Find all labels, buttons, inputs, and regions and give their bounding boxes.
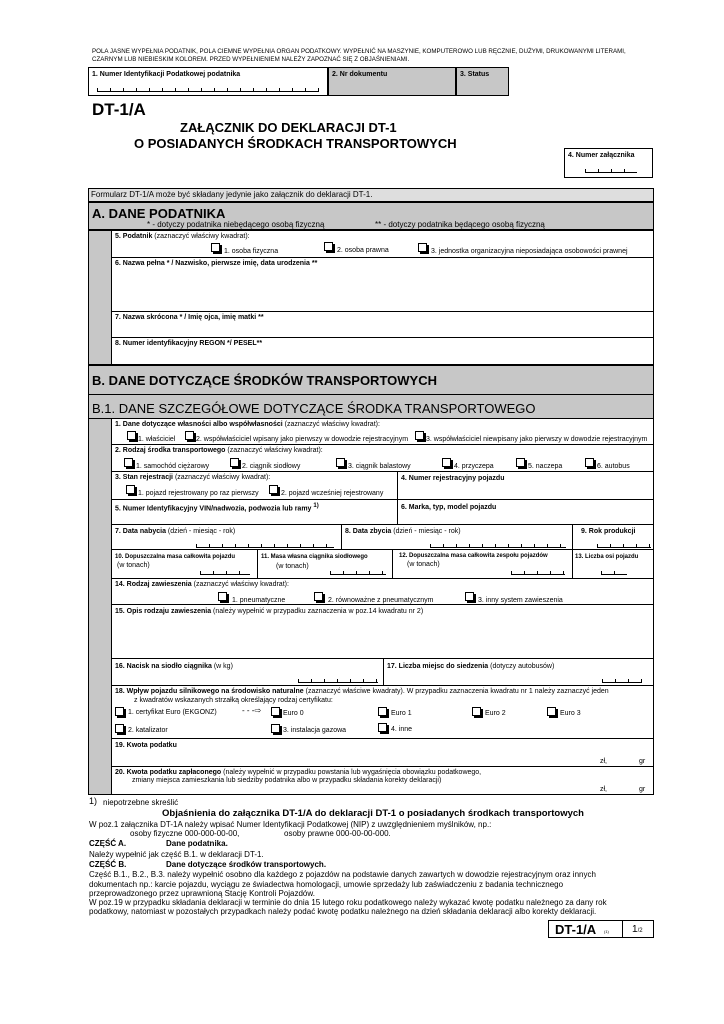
b-f7-title: 7. Data nabycia <box>115 528 166 535</box>
footer-form-code-sup: (1) <box>604 929 609 934</box>
opt-gas-installation: 3. instalacja gazowa <box>283 727 347 734</box>
axle-count-ticks <box>601 571 627 575</box>
checkbox-euro-certificate[interactable] <box>115 707 124 716</box>
b-f19-gr: gr <box>639 758 646 765</box>
b-f10-label: 10. Dopuszczalna masa całkowita pojazdu <box>115 554 236 560</box>
b-f3-hint: (zaznaczyć właściwy kwadrat): <box>174 474 271 481</box>
opt-first-registration: 1. pojazd rejestrowany po raz pierwszy <box>138 490 259 497</box>
b-f16-title: 16. Nacisk na siodło ciągnika <box>115 663 212 670</box>
b-f1-hint: (zaznaczyć właściwy kwadrat): <box>284 421 380 428</box>
checkbox-previously-registered[interactable] <box>269 485 278 494</box>
form-title-1: ZAŁĄCZNIK DO DEKLARACJI DT-1 <box>180 120 397 135</box>
checkbox-euro-2[interactable] <box>472 707 481 716</box>
attachment-number-label: 4. Numer załącznika <box>568 152 635 159</box>
b-f11-unit: (w tonach) <box>276 563 309 570</box>
saddle-load-field[interactable] <box>111 658 384 686</box>
f5-hint: (zaznaczyć właściwy kwadrat): <box>154 233 250 240</box>
f6-label: 6. Nazwa pełna * / Nazwisko, pierwsze imię, data urodzenia ** <box>115 260 318 267</box>
b-f20-hint: (należy wypełnić w przypadku powstania lub wygaśnięcia obowiązku podatkowego, <box>223 769 482 776</box>
b-f20-title: 20. Kwota podatku zapłaconego <box>115 769 222 776</box>
b-f20-hint-2: zmiany miejsca zamieszkania lub siedziby podatnika albo w przypadku składania korekty deklaracji) <box>132 777 442 784</box>
part-b-title: Dane dotyczące środków transportowych. <box>166 860 327 869</box>
opt-co-owner-other: 3. współwłaściciel niewpisany jako pierwszy w dowodzie rejestracyjnym <box>426 436 648 443</box>
footnote-text: niepotrzebne skreślić <box>103 798 179 807</box>
instructions-line-2: CZARNYM LUB NIEBIESKIM KOLOREM. PRZED WYPEŁNIENIEM NALEŻY ZAPOZNAĆ SIĘ Z OBJAŚNIENIAMI. <box>92 56 410 63</box>
checkbox-legal-person[interactable] <box>324 242 333 251</box>
opt-truck: 1. samochód ciężarowy <box>136 463 210 470</box>
footnote-number: 1) <box>89 796 98 806</box>
explanations-p1: W poz.1 załącznika DT-1A należy wpisać Numer Identyfikacji Podatkowej (NIP) z uwzględnieniem myślników, np.: <box>89 820 492 829</box>
b-f10-unit: (w tonach) <box>117 562 150 569</box>
opt-owner: 1. właściciel <box>138 436 176 443</box>
gross-weight-ticks <box>200 571 250 575</box>
acquisition-date-field[interactable] <box>111 524 342 550</box>
paid-tax-field[interactable] <box>111 766 654 795</box>
status-field <box>456 67 509 96</box>
tractor-weight-ticks <box>330 571 386 575</box>
checkbox-tractor[interactable] <box>230 458 239 467</box>
attachment-number-ticks <box>585 169 637 173</box>
short-name-field[interactable] <box>111 311 654 338</box>
opt-euro-0: Euro 0 <box>283 710 304 717</box>
checkbox-owner[interactable] <box>127 431 136 440</box>
opt-euro-certificate: 1. certyfikat Euro (EKGONZ) <box>128 709 217 716</box>
taxpayer-type-field <box>111 230 654 258</box>
f5-title: 5. Podatnik <box>115 233 153 240</box>
explanations-p1b: osoby prawne 000-00-00-000. <box>284 829 391 838</box>
b-f19-label: 19. Kwota podatku <box>115 742 177 749</box>
suspension-type-field <box>111 578 654 605</box>
explanations-p3b: dokumentach np.: karcie pojazdu, wyciągu ze świadectwa homologacji, umowie sprzedaży lub zaświadczeniu z badania technicznego <box>89 880 564 889</box>
opt-euro-1: Euro 1 <box>391 710 412 717</box>
tractor-weight-field[interactable] <box>257 549 393 579</box>
vehicle-type-field <box>111 444 654 472</box>
combination-weight-field[interactable] <box>392 549 573 579</box>
section-a-header <box>88 202 654 230</box>
explanations-p4b: podatkowy, natomiast w pozostałych przypadkach należy podać kwotę podatku należnego na dzień składania deklaracji albo korekty deklaracji. <box>89 907 597 916</box>
b-f18-title: 18. Wpływ pojazdu silnikowego na środowisko naturalne <box>115 688 304 695</box>
opt-co-owner-first: 2. współwłaściciel wpisany jako pierwszy w dowodzie rejestracyjnym <box>196 436 409 443</box>
b-f12-label: 12. Dopuszczalna masa całkowita zespołu pojazdów <box>399 553 548 559</box>
arrow-icon: - - -⇨ <box>242 706 262 715</box>
explanations-p4a: W poz.19 w przypadku składania deklaracji w terminie do dnia 15 lutego roku podatkowego należy wykazać kwotę podatku należnego za dany rok <box>89 898 607 907</box>
checkbox-bus[interactable] <box>585 458 594 467</box>
form-title-2: O POSIADANYCH ŚRODKACH TRANSPORTOWYCH <box>134 136 457 151</box>
b-f18-hint-2: z kwadratów wskazanych strzałką określający rodzaj certyfikatu: <box>134 697 333 704</box>
opt-bus: 6. autobus <box>597 463 630 470</box>
section-b-header <box>88 365 654 395</box>
b-f15-hint: (należy wypełnić w przypadku zaznaczenia w poz.14 kwadratu nr 2) <box>213 608 424 615</box>
b-f7-hint: (dzień - miesiąc - rok) <box>167 528 236 535</box>
attachment-number-field[interactable] <box>564 148 653 178</box>
vin-field[interactable] <box>111 499 398 525</box>
checkbox-natural-person[interactable] <box>211 243 220 252</box>
b-f12-unit: (w tonach) <box>407 561 440 568</box>
opt-semitrailer: 5. naczepa <box>528 463 563 470</box>
opt-other-suspension: 3. inny system zawieszenia <box>478 597 563 604</box>
status-label: 3. Status <box>460 71 490 78</box>
opt-previously-registered: 2. pojazd wcześniej rejestrowany <box>281 490 384 497</box>
b-f9-label: 9. Rok produkcji <box>581 528 636 535</box>
seat-count-ticks <box>602 679 642 683</box>
document-number-field <box>328 67 456 96</box>
axle-count-field[interactable] <box>572 549 654 579</box>
checkbox-other[interactable] <box>378 723 387 732</box>
opt-catalyst: 2. katalizator <box>128 727 168 734</box>
make-model-field[interactable] <box>397 499 654 525</box>
checkbox-euro-1[interactable] <box>378 707 387 716</box>
footer-page-number: 1 <box>632 924 638 935</box>
b-f5-label: 5. Numer Identyfikacyjny VIN/nadwozia, podwozia lub ramy <box>115 505 312 513</box>
checkbox-first-registration[interactable] <box>126 485 135 494</box>
sale-date-field[interactable] <box>341 524 573 550</box>
b-f17-hint: (dotyczy autobusów) <box>490 663 555 670</box>
checkbox-ballast-tractor[interactable] <box>336 458 345 467</box>
regon-pesel-field[interactable] <box>111 337 654 365</box>
b-f2-hint: (zaznaczyć właściwy kwadrat): <box>227 447 323 454</box>
b-f3-title: 3. Stan rejestracji <box>115 474 173 481</box>
checkbox-catalyst[interactable] <box>115 724 124 733</box>
section-a-sub-2: ** - dotyczy podatnika będącego osobą fizyczną <box>375 220 545 229</box>
opt-natural-person: 1. osoba fizyczna <box>224 248 279 255</box>
checkbox-pneumatic[interactable] <box>218 592 227 601</box>
footer-divider <box>622 921 623 937</box>
b-f5-sup: 1) <box>313 503 319 509</box>
combination-weight-ticks <box>511 571 565 575</box>
checkbox-other-suspension[interactable] <box>465 592 474 601</box>
b-f8-hint: (dzień - miesiąc - rok) <box>393 528 461 535</box>
explanations-p3a: Część B.1., B.2., B.3. należy wypełnić osobno dla każdego z pojazdów na podstawie danych zawartych w dowodzie rejestracyjnym oraz innych <box>89 870 596 879</box>
checkbox-unit[interactable] <box>418 243 427 252</box>
section-a-title: A. DANE PODATNIKA <box>92 206 226 221</box>
acquisition-date-ticks <box>196 544 334 548</box>
checkbox-trailer[interactable] <box>442 458 451 467</box>
registration-status-field <box>111 471 398 500</box>
checkbox-co-owner-first[interactable] <box>185 431 194 440</box>
b-f8-title: 8. Data zbycia <box>345 528 392 535</box>
opt-euro-3: Euro 3 <box>560 710 581 717</box>
explanations-title: Objaśnienia do załącznika DT-1/A do deklaracji DT-1 o posiadanych środkach transportowych <box>162 808 584 819</box>
explanations-p1a: osoby fizyczne 000-000-00-00, <box>130 829 240 838</box>
part-a-label: CZĘŚĆ A. <box>89 839 127 848</box>
checkbox-semitrailer[interactable] <box>516 458 525 467</box>
f7-label: 7. Nazwa skrócona * / Imię ojca, imię matki ** <box>115 314 264 321</box>
footer-page <box>632 925 643 935</box>
checkbox-euro-0[interactable] <box>271 707 280 716</box>
b-f13-label: 13. Liczba osi pojazdu <box>575 554 639 560</box>
part-a-title: Dane podatnika. <box>166 839 228 848</box>
explanations-p2: Należy wypełnić jak część B.1. w deklaracji DT-1. <box>89 850 264 859</box>
checkbox-euro-3[interactable] <box>547 707 556 716</box>
nip-label: 1. Numer Identyfikacji Podatkowej podatnika <box>92 71 241 78</box>
checkbox-co-owner-other[interactable] <box>415 431 424 440</box>
form-code: DT-1/A <box>92 100 146 119</box>
b-f15-title: 15. Opis rodzaju zawieszenia <box>115 608 212 615</box>
section-b1-title: B.1. DANE SZCZEGÓŁOWE DOTYCZĄCE ŚRODKA TRANSPORTOWEGO <box>92 401 536 416</box>
explanations-p3c: przeprowadzonego przez uprawnioną Stację Kontroli Pojazdów. <box>89 889 315 898</box>
opt-tractor: 2. ciągnik siodłowy <box>242 463 301 470</box>
gross-weight-field[interactable] <box>111 549 258 579</box>
opt-legal-person: 2. osoba prawna <box>337 247 389 254</box>
document-number-label: 2. Nr dokumentu <box>332 71 388 78</box>
b-f20-gr: gr <box>639 786 646 793</box>
b-f1-title: 1. Dane dotyczące własności albo współwłasności <box>115 421 283 428</box>
b-f19-zl: zł, <box>600 758 607 765</box>
b-f18-hint: (zaznaczyć właściwe kwadraty). W przypadku zaznaczenia kwadratu nr 1 należy zaznaczyć jeden <box>305 688 609 695</box>
tax-amount-field[interactable] <box>111 738 654 767</box>
opt-unit: 3. jednostka organizacyjna nieposiadająca osobowości prawnej <box>431 248 628 255</box>
part-b-label: CZĘŚĆ B. <box>89 860 127 869</box>
saddle-load-ticks <box>298 679 378 683</box>
nip-field[interactable] <box>88 67 328 96</box>
registration-number-field[interactable] <box>397 471 654 500</box>
section-b-title: B. DANE DOTYCZĄCE ŚRODKÓW TRANSPORTOWYCH <box>92 373 437 388</box>
footer-form-code: DT-1/A <box>555 922 597 937</box>
note-text: Formularz DT-1/A może być składany jedynie jako załącznik do deklaracji DT-1. <box>91 190 373 199</box>
environment-impact-field <box>111 685 654 739</box>
footer-box <box>548 920 654 938</box>
instructions-line-1: POLA JASNE WYPEŁNIA PODATNIK, POLA CIEMNE WYPEŁNIA ORGAN PODATKOWY. WYPEŁNIĆ NA MASZYNIE, KOMPUTEROWO LUB RĘCZNIE, DUŻYMI, DRUKOWANYMI LITERAMI, <box>92 48 626 55</box>
checkbox-gas-installation[interactable] <box>271 724 280 733</box>
nip-ticks <box>97 88 319 92</box>
production-year-ticks <box>597 544 651 548</box>
b-f17-title: 17. Liczba miejsc do siedzenia <box>387 663 489 670</box>
opt-euro-2: Euro 2 <box>485 710 506 717</box>
section-b1-header <box>88 394 654 419</box>
full-name-field[interactable] <box>111 257 654 312</box>
opt-equivalent: 2. równoważne z pneumatycznym <box>328 597 434 604</box>
b-f16-hint: (w kg) <box>213 663 233 670</box>
suspension-description-field[interactable] <box>111 604 654 659</box>
opt-pneumatic: 1. pneumatyczne <box>232 597 286 604</box>
b-f14-hint: (zaznaczyć właściwy kwadrat): <box>193 581 289 588</box>
b-f4-label: 4. Numer rejestracyjny pojazdu <box>401 475 505 482</box>
checkbox-equivalent[interactable] <box>314 592 323 601</box>
b-f11-label: 11. Masa własna ciągnika siodłowego <box>261 554 368 560</box>
f5-label <box>115 233 250 240</box>
checkbox-truck[interactable] <box>124 458 133 467</box>
f8-label: 8. Numer identyfikacyjny REGON */ PESEL** <box>115 340 263 347</box>
b-f14-title: 14. Rodzaj zawieszenia <box>115 581 192 588</box>
b-f20-zl: zł, <box>600 786 607 793</box>
b-f6-label: 6. Marka, typ, model pojazdu <box>401 504 497 511</box>
note-bar <box>88 188 654 202</box>
b-f2-title: 2. Rodzaj środka transportowego <box>115 447 226 454</box>
sale-date-ticks <box>430 544 566 548</box>
seat-count-field[interactable] <box>383 658 654 686</box>
ownership-field <box>111 418 654 445</box>
opt-trailer: 4. przyczepa <box>454 463 494 470</box>
opt-other: 4. inne <box>391 726 413 733</box>
footer-page-total: /2 <box>637 928 643 934</box>
opt-ballast-tractor: 3. ciągnik balastowy <box>348 463 411 470</box>
production-year-field[interactable] <box>572 524 654 550</box>
section-a-sub-1: * - dotyczy podatnika niebędącego osobą fizyczną <box>147 220 325 229</box>
